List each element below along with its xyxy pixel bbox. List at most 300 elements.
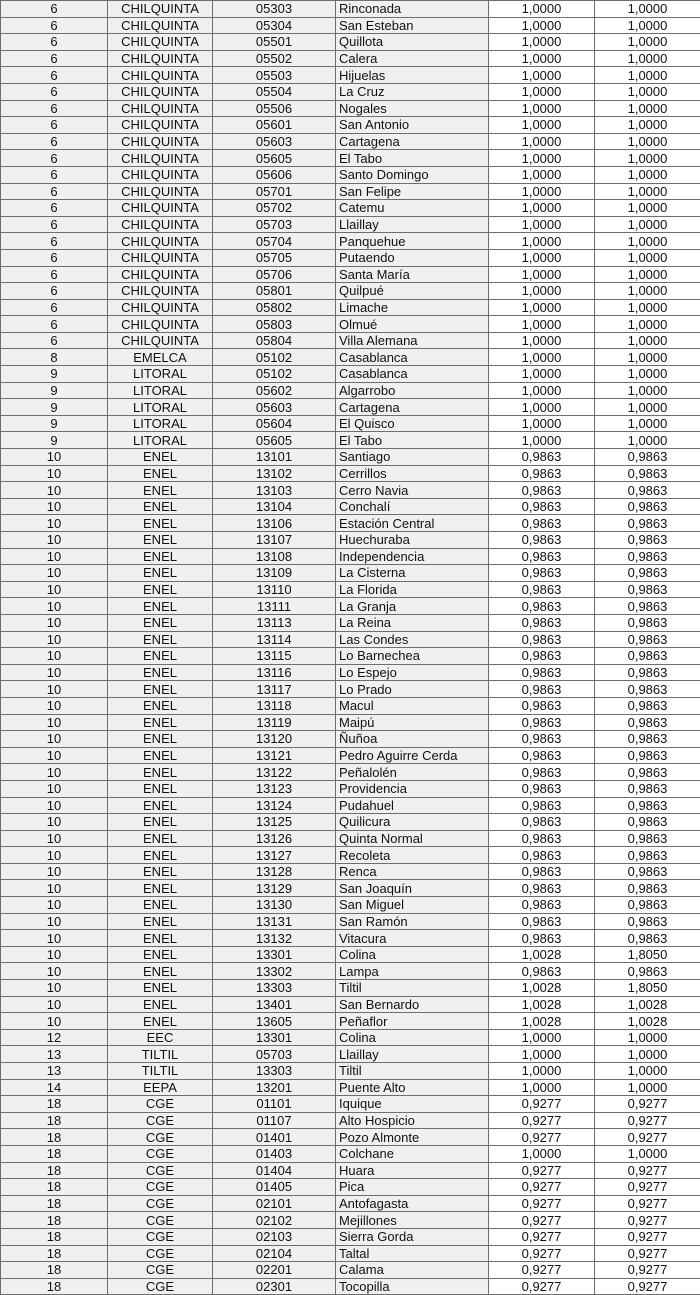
factor-2-cell: 0,9863 [595, 814, 700, 831]
company-cell: ENEL [108, 515, 213, 532]
commune-cell: La Granja [336, 598, 489, 615]
factor-2-cell: 0,9863 [595, 731, 700, 748]
table-row [1, 731, 700, 748]
group-cell: 9 [1, 382, 108, 399]
factor-2-cell: 1,0000 [595, 349, 700, 366]
group-cell: 10 [1, 714, 108, 731]
factor-1-cell: 0,9863 [489, 482, 595, 499]
company-cell: CGE [108, 1162, 213, 1179]
group-cell: 6 [1, 67, 108, 84]
commune-cell: Pudahuel [336, 797, 489, 814]
factor-2-cell: 0,9863 [595, 847, 700, 864]
company-cell: TILTIL [108, 1063, 213, 1080]
factor-2-cell: 0,9277 [595, 1262, 700, 1279]
company-cell: ENEL [108, 963, 213, 980]
factor-1-cell: 0,9863 [489, 565, 595, 582]
table-row [1, 631, 700, 648]
commune-cell: Putaendo [336, 249, 489, 266]
commune-cell: Macul [336, 697, 489, 714]
factor-1-cell: 0,9863 [489, 830, 595, 847]
factor-2-cell: 1,0000 [595, 133, 700, 150]
factor-2-cell: 0,9863 [595, 697, 700, 714]
company-cell: ENEL [108, 946, 213, 963]
table-row [1, 34, 700, 51]
table-row [1, 913, 700, 930]
table-row [1, 863, 700, 880]
group-cell: 6 [1, 1, 108, 18]
factor-2-cell: 1,0000 [595, 200, 700, 217]
factor-2-cell: 1,0000 [595, 366, 700, 383]
group-cell: 6 [1, 299, 108, 316]
factor-2-cell: 1,0000 [595, 216, 700, 233]
company-cell: LITORAL [108, 382, 213, 399]
code-cell: 13122 [213, 764, 336, 781]
table-row [1, 399, 700, 416]
group-cell: 6 [1, 283, 108, 300]
table-row [1, 847, 700, 864]
factor-2-cell: 0,9277 [595, 1162, 700, 1179]
group-cell: 10 [1, 697, 108, 714]
code-cell: 05501 [213, 34, 336, 51]
code-cell: 05701 [213, 183, 336, 200]
factor-1-cell: 1,0000 [489, 1046, 595, 1063]
commune-cell: Panquehue [336, 233, 489, 250]
company-cell: CHILQUINTA [108, 166, 213, 183]
factor-2-cell: 1,0000 [595, 34, 700, 51]
code-cell: 13102 [213, 465, 336, 482]
table-row [1, 946, 700, 963]
code-cell: 01401 [213, 1129, 336, 1146]
factor-2-cell: 0,9863 [595, 880, 700, 897]
factor-1-cell: 1,0028 [489, 1013, 595, 1030]
commune-cell: Calera [336, 50, 489, 67]
factor-1-cell: 0,9277 [489, 1129, 595, 1146]
code-cell: 13103 [213, 482, 336, 499]
factor-2-cell: 1,0000 [595, 83, 700, 100]
commune-cell: San Miguel [336, 897, 489, 914]
commune-cell: Peñaflor [336, 1013, 489, 1030]
factor-1-cell: 1,0000 [489, 266, 595, 283]
company-cell: LITORAL [108, 415, 213, 432]
factor-2-cell: 1,0000 [595, 1145, 700, 1162]
code-cell: 13131 [213, 913, 336, 930]
company-cell: ENEL [108, 747, 213, 764]
commune-cell: Estación Central [336, 515, 489, 532]
company-cell: CHILQUINTA [108, 67, 213, 84]
factor-1-cell: 1,0000 [489, 150, 595, 167]
code-cell: 13101 [213, 449, 336, 466]
code-cell: 01403 [213, 1145, 336, 1162]
factor-2-cell: 0,9863 [595, 581, 700, 598]
company-cell: CHILQUINTA [108, 233, 213, 250]
company-cell: LITORAL [108, 366, 213, 383]
commune-cell: El Tabo [336, 432, 489, 449]
table-row [1, 200, 700, 217]
group-cell: 10 [1, 996, 108, 1013]
group-cell: 10 [1, 681, 108, 698]
group-cell: 10 [1, 648, 108, 665]
company-cell: CGE [108, 1212, 213, 1229]
company-cell: LITORAL [108, 399, 213, 416]
code-cell: 13119 [213, 714, 336, 731]
group-cell: 10 [1, 598, 108, 615]
group-cell: 18 [1, 1145, 108, 1162]
group-cell: 18 [1, 1245, 108, 1262]
factor-1-cell: 0,9277 [489, 1096, 595, 1113]
factor-1-cell: 1,0000 [489, 415, 595, 432]
factor-1-cell: 1,0000 [489, 133, 595, 150]
group-cell: 18 [1, 1096, 108, 1113]
code-cell: 01404 [213, 1162, 336, 1179]
factor-2-cell: 1,0000 [595, 249, 700, 266]
commune-cell: Lo Barnechea [336, 648, 489, 665]
commune-cell: Mejillones [336, 1212, 489, 1229]
group-cell: 10 [1, 780, 108, 797]
group-cell: 10 [1, 614, 108, 631]
factor-2-cell: 0,9277 [595, 1179, 700, 1196]
factor-2-cell: 1,0000 [595, 150, 700, 167]
group-cell: 6 [1, 117, 108, 134]
code-cell: 05703 [213, 216, 336, 233]
commune-cell: Quillota [336, 34, 489, 51]
company-cell: CHILQUINTA [108, 200, 213, 217]
factor-1-cell: 0,9863 [489, 731, 595, 748]
code-cell: 13121 [213, 747, 336, 764]
commune-cell: Limache [336, 299, 489, 316]
company-cell: ENEL [108, 930, 213, 947]
code-cell: 13107 [213, 532, 336, 549]
commune-cell: Quinta Normal [336, 830, 489, 847]
company-cell: CGE [108, 1245, 213, 1262]
table-row [1, 697, 700, 714]
company-cell: ENEL [108, 532, 213, 549]
group-cell: 14 [1, 1079, 108, 1096]
group-cell: 10 [1, 946, 108, 963]
group-cell: 6 [1, 34, 108, 51]
table-row [1, 349, 700, 366]
group-cell: 6 [1, 249, 108, 266]
commune-cell: Quilpué [336, 283, 489, 300]
code-cell: 13129 [213, 880, 336, 897]
company-cell: ENEL [108, 764, 213, 781]
table-row [1, 150, 700, 167]
factor-1-cell: 0,9863 [489, 897, 595, 914]
code-cell: 13117 [213, 681, 336, 698]
table-row [1, 1112, 700, 1129]
commune-cell: Cerrillos [336, 465, 489, 482]
factor-2-cell: 0,9863 [595, 797, 700, 814]
company-cell: CGE [108, 1228, 213, 1245]
company-cell: ENEL [108, 880, 213, 897]
factor-1-cell: 1,0000 [489, 1063, 595, 1080]
company-cell: CHILQUINTA [108, 249, 213, 266]
commune-cell: Llaillay [336, 1046, 489, 1063]
code-cell: 13104 [213, 498, 336, 515]
commune-cell: Villa Alemana [336, 332, 489, 349]
commune-cell: Pozo Almonte [336, 1129, 489, 1146]
factor-2-cell: 0,9863 [595, 465, 700, 482]
company-cell: ENEL [108, 714, 213, 731]
factor-1-cell: 1,0000 [489, 1145, 595, 1162]
factor-1-cell: 0,9863 [489, 548, 595, 565]
factor-1-cell: 0,9863 [489, 449, 595, 466]
factor-2-cell: 0,9863 [595, 648, 700, 665]
factor-2-cell: 1,0000 [595, 1079, 700, 1096]
commune-cell: Vitacura [336, 930, 489, 947]
table-row [1, 930, 700, 947]
commune-cell: Independencia [336, 548, 489, 565]
factor-1-cell: 0,9277 [489, 1112, 595, 1129]
code-cell: 05503 [213, 67, 336, 84]
commune-cell: Ñuñoa [336, 731, 489, 748]
factor-1-cell: 1,0000 [489, 283, 595, 300]
commune-cell: Algarrobo [336, 382, 489, 399]
commune-cell: Colina [336, 946, 489, 963]
table-row [1, 714, 700, 731]
commune-cell: Peñalolén [336, 764, 489, 781]
factor-2-cell: 1,0000 [595, 266, 700, 283]
company-cell: ENEL [108, 697, 213, 714]
table-row [1, 797, 700, 814]
group-cell: 13 [1, 1063, 108, 1080]
factor-1-cell: 1,0000 [489, 183, 595, 200]
factor-1-cell: 0,9277 [489, 1195, 595, 1212]
code-cell: 05506 [213, 100, 336, 117]
group-cell: 6 [1, 200, 108, 217]
table-row [1, 382, 700, 399]
table-row [1, 83, 700, 100]
factor-2-cell: 1,0028 [595, 996, 700, 1013]
group-cell: 6 [1, 183, 108, 200]
group-cell: 10 [1, 565, 108, 582]
company-cell: CGE [108, 1112, 213, 1129]
group-cell: 6 [1, 133, 108, 150]
factor-2-cell: 1,0000 [595, 415, 700, 432]
company-cell: ENEL [108, 631, 213, 648]
factor-1-cell: 0,9863 [489, 581, 595, 598]
code-cell: 01405 [213, 1179, 336, 1196]
code-cell: 13108 [213, 548, 336, 565]
code-cell: 05605 [213, 432, 336, 449]
factor-2-cell: 0,9277 [595, 1228, 700, 1245]
factor-2-cell: 0,9863 [595, 532, 700, 549]
table-row [1, 1245, 700, 1262]
code-cell: 05102 [213, 349, 336, 366]
table-row [1, 233, 700, 250]
code-cell: 13106 [213, 515, 336, 532]
commune-cell: San Esteban [336, 17, 489, 34]
company-cell: CHILQUINTA [108, 117, 213, 134]
code-cell: 05303 [213, 1, 336, 18]
code-cell: 02301 [213, 1278, 336, 1295]
company-cell: CHILQUINTA [108, 316, 213, 333]
company-cell: ENEL [108, 565, 213, 582]
group-cell: 6 [1, 332, 108, 349]
factor-1-cell: 0,9277 [489, 1245, 595, 1262]
factor-1-cell: 1,0000 [489, 83, 595, 100]
code-cell: 13128 [213, 863, 336, 880]
code-cell: 13132 [213, 930, 336, 947]
factor-2-cell: 1,0000 [595, 183, 700, 200]
group-cell: 10 [1, 581, 108, 598]
table-row [1, 166, 700, 183]
company-cell: ENEL [108, 548, 213, 565]
factor-1-cell: 1,0000 [489, 1079, 595, 1096]
factor-2-cell: 0,9863 [595, 631, 700, 648]
factor-1-cell: 1,0000 [489, 50, 595, 67]
factor-2-cell: 0,9863 [595, 897, 700, 914]
commune-cell: La Florida [336, 581, 489, 598]
company-cell: CHILQUINTA [108, 50, 213, 67]
commune-cell: Rinconada [336, 1, 489, 18]
commune-cell: Pedro Aguirre Cerda [336, 747, 489, 764]
commune-cell: Tiltil [336, 980, 489, 997]
table-row [1, 814, 700, 831]
code-cell: 05604 [213, 415, 336, 432]
factor-2-cell: 0,9863 [595, 747, 700, 764]
table-row [1, 1046, 700, 1063]
commune-cell: Conchalí [336, 498, 489, 515]
company-cell: ENEL [108, 780, 213, 797]
commune-cell: Catemu [336, 200, 489, 217]
company-cell: ENEL [108, 897, 213, 914]
table-row [1, 780, 700, 797]
group-cell: 10 [1, 532, 108, 549]
group-cell: 10 [1, 664, 108, 681]
factor-1-cell: 0,9863 [489, 930, 595, 947]
factor-1-cell: 0,9863 [489, 847, 595, 864]
code-cell: 05601 [213, 117, 336, 134]
commune-cell: Maipú [336, 714, 489, 731]
factor-1-cell: 0,9863 [489, 664, 595, 681]
company-cell: CGE [108, 1195, 213, 1212]
factor-2-cell: 1,0000 [595, 1046, 700, 1063]
factor-2-cell: 0,9863 [595, 764, 700, 781]
factor-1-cell: 1,0000 [489, 382, 595, 399]
group-cell: 6 [1, 216, 108, 233]
code-cell: 13123 [213, 780, 336, 797]
group-cell: 10 [1, 548, 108, 565]
factor-2-cell: 1,0000 [595, 233, 700, 250]
company-cell: ENEL [108, 482, 213, 499]
code-cell: 13115 [213, 648, 336, 665]
group-cell: 10 [1, 963, 108, 980]
factor-2-cell: 0,9863 [595, 780, 700, 797]
factor-1-cell: 0,9277 [489, 1162, 595, 1179]
code-cell: 05706 [213, 266, 336, 283]
code-cell: 02102 [213, 1212, 336, 1229]
group-cell: 18 [1, 1112, 108, 1129]
table-row [1, 1063, 700, 1080]
commune-cell: Iquique [336, 1096, 489, 1113]
factor-2-cell: 0,9863 [595, 664, 700, 681]
table-row [1, 1029, 700, 1046]
factor-1-cell: 0,9863 [489, 614, 595, 631]
code-cell: 05102 [213, 366, 336, 383]
factor-2-cell: 0,9863 [595, 681, 700, 698]
table-row [1, 332, 700, 349]
company-cell: CGE [108, 1145, 213, 1162]
table-row [1, 183, 700, 200]
company-cell: CHILQUINTA [108, 266, 213, 283]
commune-cell: Quilicura [336, 814, 489, 831]
factor-2-cell: 0,9863 [595, 913, 700, 930]
factor-2-cell: 0,9863 [595, 449, 700, 466]
factor-2-cell: 1,0000 [595, 332, 700, 349]
commune-cell: Santiago [336, 449, 489, 466]
table-row [1, 482, 700, 499]
table-row [1, 1179, 700, 1196]
table-row [1, 1212, 700, 1229]
commune-cell: Cartagena [336, 399, 489, 416]
code-cell: 13111 [213, 598, 336, 615]
code-cell: 05603 [213, 399, 336, 416]
company-cell: LITORAL [108, 432, 213, 449]
factor-2-cell: 1,0000 [595, 382, 700, 399]
factor-1-cell: 0,9863 [489, 498, 595, 515]
company-cell: CGE [108, 1278, 213, 1295]
commune-cell: Nogales [336, 100, 489, 117]
code-cell: 13605 [213, 1013, 336, 1030]
factor-1-cell: 1,0000 [489, 332, 595, 349]
commune-cell: Taltal [336, 1245, 489, 1262]
company-cell: ENEL [108, 863, 213, 880]
commune-cell: Colina [336, 1029, 489, 1046]
commune-cell: Lo Espejo [336, 664, 489, 681]
group-cell: 10 [1, 847, 108, 864]
group-cell: 10 [1, 515, 108, 532]
company-cell: CGE [108, 1262, 213, 1279]
group-cell: 6 [1, 316, 108, 333]
table-row [1, 316, 700, 333]
factor-2-cell: 0,9863 [595, 714, 700, 731]
commune-cell: Hijuelas [336, 67, 489, 84]
factor-1-cell: 1,0000 [489, 316, 595, 333]
group-cell: 18 [1, 1179, 108, 1196]
factor-1-cell: 0,9863 [489, 465, 595, 482]
company-cell: CHILQUINTA [108, 299, 213, 316]
table-row [1, 67, 700, 84]
table-row [1, 283, 700, 300]
code-cell: 13302 [213, 963, 336, 980]
factor-2-cell: 1,0000 [595, 50, 700, 67]
code-cell: 05504 [213, 83, 336, 100]
commune-cell: Las Condes [336, 631, 489, 648]
group-cell: 10 [1, 465, 108, 482]
table-row [1, 415, 700, 432]
code-cell: 05605 [213, 150, 336, 167]
code-cell: 05704 [213, 233, 336, 250]
table-row [1, 963, 700, 980]
company-cell: ENEL [108, 598, 213, 615]
company-cell: CHILQUINTA [108, 83, 213, 100]
company-cell: TILTIL [108, 1046, 213, 1063]
table-row [1, 581, 700, 598]
table-row [1, 299, 700, 316]
commune-cell: Alto Hospicio [336, 1112, 489, 1129]
factor-1-cell: 1,0000 [489, 233, 595, 250]
table-row [1, 532, 700, 549]
group-cell: 13 [1, 1046, 108, 1063]
code-cell: 05603 [213, 133, 336, 150]
code-cell: 05702 [213, 200, 336, 217]
company-cell: CGE [108, 1096, 213, 1113]
code-cell: 05802 [213, 299, 336, 316]
group-cell: 10 [1, 764, 108, 781]
group-cell: 6 [1, 83, 108, 100]
group-cell: 18 [1, 1195, 108, 1212]
company-cell: ENEL [108, 1013, 213, 1030]
